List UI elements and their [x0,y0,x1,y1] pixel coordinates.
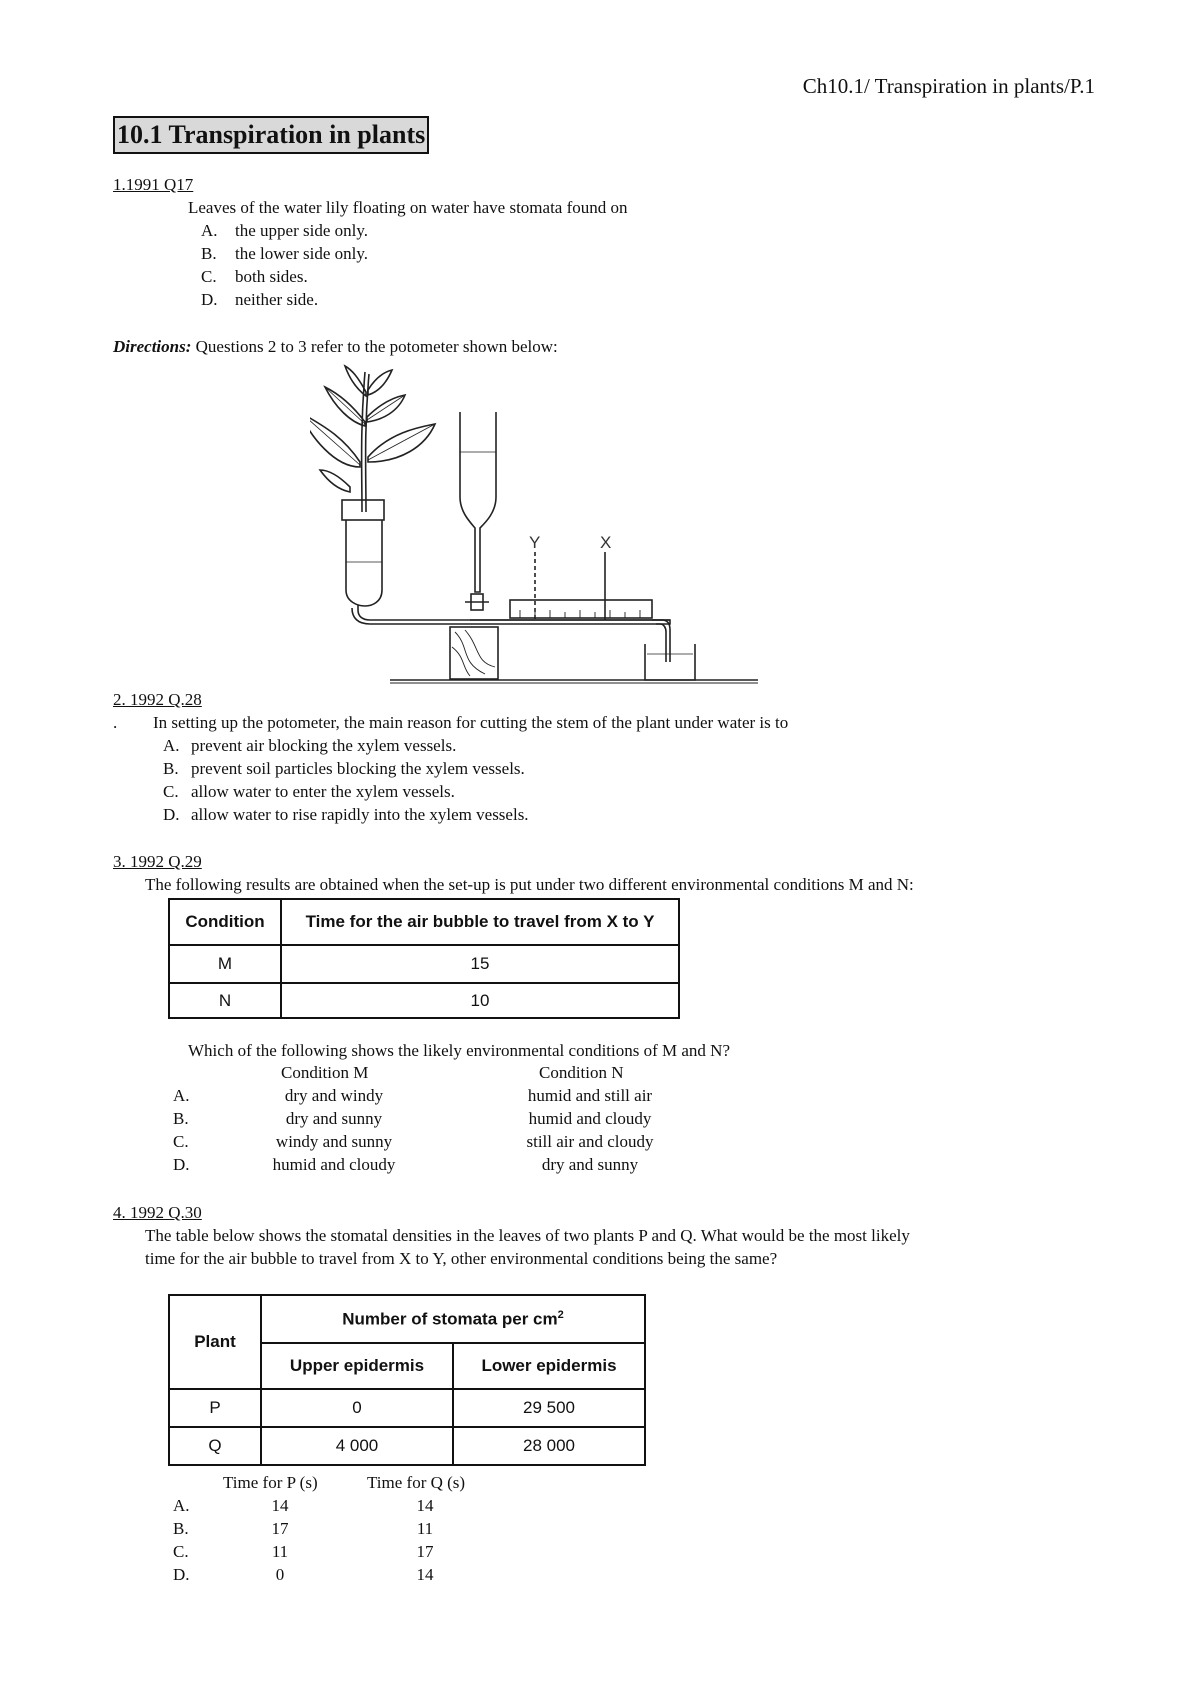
option-letter: D. [201,290,218,309]
option-text: prevent air blocking the xylem vessels. [191,736,457,755]
option-letter: A. [163,736,180,755]
table-group-header [261,1295,645,1343]
q2-option-b [163,759,525,779]
table-row [169,1389,645,1427]
option-m: dry and sunny [285,1109,383,1128]
option-m: windy and sunny [275,1132,393,1151]
table-cell: 15 [281,945,679,983]
group-header-text: Number of stomata per cm [342,1309,558,1329]
option-m: humid and cloudy [272,1155,396,1174]
option-letter: D. [163,805,180,824]
option-n: humid and still air [527,1086,653,1105]
table-header-cell: Condition [169,899,281,945]
table-cell: 29 500 [453,1389,645,1427]
option-letter: D. [173,1565,190,1584]
table-cell: P [169,1389,261,1427]
option-q: 11 [416,1519,434,1538]
label-y: Y [529,533,541,552]
section-title: 10.1 Transpiration in plants [113,116,429,154]
q3-col-header-n: Condition N [539,1063,624,1082]
group-header-sup: 2 [557,1308,564,1321]
q3-question: Which of the following shows the likely environmental conditions of M and N? [188,1041,731,1060]
table-cell: 28 000 [453,1427,645,1465]
capillary-tube [352,605,670,624]
q4-reference: 4. 1992 Q.30 [113,1203,202,1222]
q2-reference: 2. 1992 Q.28 [113,690,202,709]
directions [113,337,558,357]
option-p: 0 [275,1565,285,1584]
option-n: still air and cloudy [526,1132,654,1151]
q3-reference: 3. 1992 Q.29 [113,852,202,871]
leaf [320,470,350,492]
q2-option-a [163,736,456,756]
option-text: both sides. [235,267,308,286]
running-head: Ch10.1/ Transpiration in plants/P.1 [802,74,1095,98]
option-p: 14 [271,1496,289,1515]
option-letter: A. [173,1086,190,1105]
table-header-cell: Time for the air bubble to travel from X to Y [281,899,679,945]
table-row [169,983,679,1018]
table-cell: 10 [281,983,679,1018]
capillary-bend [652,620,670,662]
option-letter: B. [201,244,217,263]
table-row [169,1427,645,1465]
q1-reference: 1.1991 Q17 [113,175,194,194]
option-letter: C. [173,1132,189,1151]
table-cell: 4 000 [261,1427,453,1465]
table-header-row [169,1295,645,1343]
option-m: dry and windy [284,1086,384,1105]
leaf [368,370,392,395]
option-letter: D. [173,1155,190,1174]
option-p: 11 [271,1542,289,1561]
q2-option-d [163,805,529,825]
option-letter: C. [201,267,217,286]
q2-stem: In setting up the potometer, the main reason for cutting the stem of the plant under water is to [153,713,789,732]
q1-stem: Leaves of the water lily floating on water have stomata found on [188,198,628,217]
q3-results-table [168,898,680,1019]
table-header-cell: Upper epidermis [261,1343,453,1389]
option-text: neither side. [235,290,319,309]
option-text: prevent soil particles blocking the xylem vessels. [191,759,525,778]
table-header-row [169,899,679,945]
q3-stem: The following results are obtained when the set-up is put under two different environmental conditions M and N: [145,875,914,894]
option-n: dry and sunny [541,1155,639,1174]
q4-stem-line1: The table below shows the stomatal densities in the leaves of two plants P and Q. What would be the most likely [145,1226,910,1245]
q4-stem-line2: time for the air bubble to travel from X to Y, other environmental conditions being the same? [145,1249,778,1268]
table-cell: Q [169,1427,261,1465]
option-letter: A. [173,1496,190,1515]
q1-option-d [201,290,318,310]
table-cell: M [169,945,281,983]
table-cell: N [169,983,281,1018]
option-q: 14 [416,1565,434,1584]
potometer-diagram [310,362,770,684]
q2-bullet: . [113,713,118,732]
table-header-cell: Plant [169,1295,261,1389]
reservoir-funnel [460,412,496,592]
option-letter: B. [173,1109,189,1128]
option-text: allow water to enter the xylem vessels. [191,782,455,801]
q2-option-c [163,782,455,802]
q1-option-a [201,221,368,241]
option-p: 17 [271,1519,289,1538]
directions-label: Directions: [113,337,192,356]
option-q: 17 [416,1542,434,1561]
table-row [169,945,679,983]
q4-col-header-q: Time for Q (s) [367,1473,466,1492]
option-letter: B. [163,759,179,778]
option-text: the lower side only. [235,244,368,263]
q4-stomata-table [168,1294,646,1466]
q4-col-header-p: Time for P (s) [223,1473,318,1492]
directions-text: Questions 2 to 3 refer to the potometer shown below: [191,337,558,356]
q1-option-b [201,244,368,264]
option-n: humid and cloudy [528,1109,652,1128]
option-q: 14 [416,1496,434,1515]
option-letter: A. [201,221,218,240]
option-text: the upper side only. [235,221,368,240]
q3-col-header-m: Condition M [281,1063,369,1082]
option-letter: C. [173,1542,189,1561]
option-letter: B. [173,1519,189,1538]
table-cell: 0 [261,1389,453,1427]
q1-option-c [201,267,308,287]
option-letter: C. [163,782,179,801]
option-text: allow water to rise rapidly into the xylem vessels. [191,805,529,824]
label-x: X [600,533,612,552]
table-header-cell: Lower epidermis [453,1343,645,1389]
stopper [342,500,384,520]
scale-ruler [510,600,652,618]
plant-tube [346,520,382,606]
